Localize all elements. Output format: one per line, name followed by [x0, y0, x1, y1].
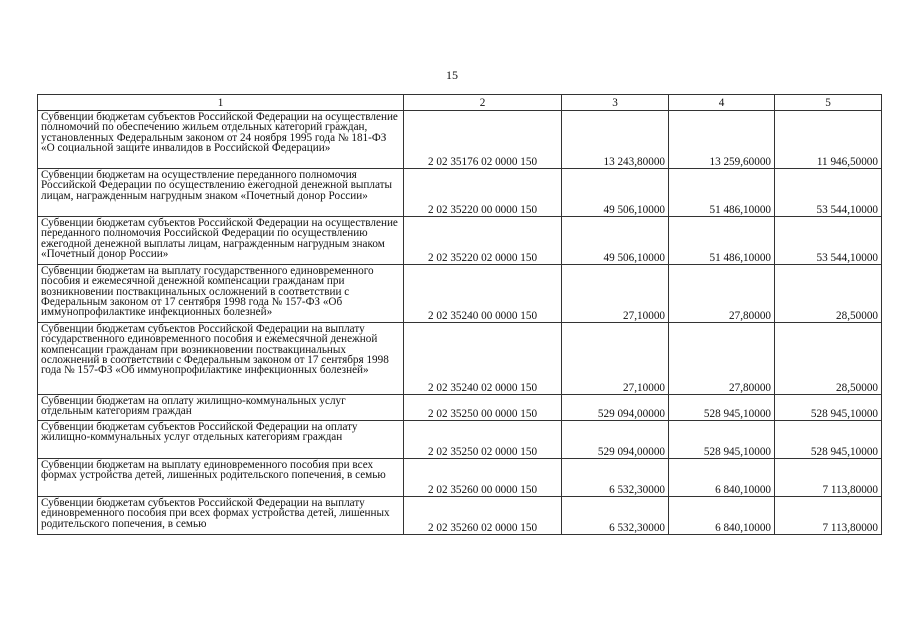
row-value-col5: 7 113,80000: [775, 459, 882, 497]
row-value-col4: 51 486,10000: [669, 169, 775, 217]
row-value-col5: 53 544,10000: [775, 169, 882, 217]
row-value-col5: 28,50000: [775, 323, 882, 395]
row-description: Субвенции бюджетам на осуществление переданного полномочия Российской Федерации по осуществлению ежегодной денежной выплаты лицам, награжденным нагрудным знаком «Почетный донор России»: [38, 169, 404, 217]
row-code: 2 02 35220 02 0000 150: [404, 217, 562, 265]
row-value-col5: 528 945,10000: [775, 421, 882, 459]
row-description: Субвенции бюджетам субъектов Российской Федерации на оплату жилищно-коммунальных услуг отдельных категориям граждан: [38, 421, 404, 459]
table-row: [38, 497, 882, 535]
row-value-col3: 529 094,00000: [562, 421, 669, 459]
row-value-col4: 13 259,60000: [669, 111, 775, 169]
row-value-col5: 11 946,50000: [775, 111, 882, 169]
row-value-col4: 51 486,10000: [669, 217, 775, 265]
row-description: Субвенции бюджетам субъектов Российской Федерации на выплату единовременного пособия при всех формах устройства детей, лишенных родительского попечения, в семью: [38, 497, 404, 535]
row-value-col3: 6 532,30000: [562, 497, 669, 535]
row-code: 2 02 35260 02 0000 150: [404, 497, 562, 535]
column-header-4: 4: [669, 95, 775, 111]
row-value-col5: 28,50000: [775, 265, 882, 323]
row-code: 2 02 35220 00 0000 150: [404, 169, 562, 217]
row-code: 2 02 35250 00 0000 150: [404, 395, 562, 421]
row-value-col4: 6 840,10000: [669, 459, 775, 497]
row-code: 2 02 35260 00 0000 150: [404, 459, 562, 497]
row-value-col5: 528 945,10000: [775, 395, 882, 421]
table-row: [38, 217, 882, 265]
row-value-col3: 49 506,10000: [562, 217, 669, 265]
row-value-col4: 6 840,10000: [669, 497, 775, 535]
row-value-col5: 7 113,80000: [775, 497, 882, 535]
row-value-col3: 27,10000: [562, 265, 669, 323]
column-header-2: 2: [404, 95, 562, 111]
page-number: 15: [446, 68, 458, 82]
column-header-1: 1: [38, 95, 404, 111]
row-value-col3: 49 506,10000: [562, 169, 669, 217]
table-row: [38, 111, 882, 169]
budget-table: [37, 94, 882, 535]
row-value-col3: 27,10000: [562, 323, 669, 395]
row-code: 2 02 35240 02 0000 150: [404, 323, 562, 395]
row-value-col4: 27,80000: [669, 265, 775, 323]
row-code: 2 02 35250 02 0000 150: [404, 421, 562, 459]
row-description: Субвенции бюджетам субъектов Российской Федерации на осуществление полномочий по обеспечению жильем отдельных категорий граждан, установленных Федеральным законом от 24 ноября 1995 года № 181-ФЗ «О социальной защите инвалидов в Российской Федерации»: [38, 111, 404, 169]
table-row: [38, 395, 882, 421]
row-value-col4: 27,80000: [669, 323, 775, 395]
row-value-col5: 53 544,10000: [775, 217, 882, 265]
row-description: Субвенции бюджетам на выплату единовременного пособия при всех формах устройства детей, лишенных родительского попечения, в семью: [38, 459, 404, 497]
row-code: 2 02 35240 00 0000 150: [404, 265, 562, 323]
table-row: [38, 459, 882, 497]
row-description: Субвенции бюджетам на оплату жилищно-коммунальных услуг отдельным категориям граждан: [38, 395, 404, 421]
row-value-col3: 13 243,80000: [562, 111, 669, 169]
table-row: [38, 169, 882, 217]
table-row: [38, 323, 882, 395]
table-row: [38, 265, 882, 323]
row-description: Субвенции бюджетам на выплату государственного единовременного пособия и ежемесячной денежной компенсации гражданам при возникновении поствакцинальных осложнений в соответствии с Федеральным законом от 17 сентября 1998 года № 157-ФЗ «Об иммунопрофилактике инфекционных болезней»: [38, 265, 404, 323]
header-row: [38, 95, 882, 111]
row-value-col4: 528 945,10000: [669, 421, 775, 459]
row-description: Субвенции бюджетам субъектов Российской Федерации на выплату государственного единовременного пособия и ежемесячной денежной компенсации гражданам при возникновении поствакцинальных осложнений в соответствии с Федеральным законом от 17 сентября 1998 года № 157-ФЗ «Об иммунопрофилактике инфекционных болезней»: [38, 323, 404, 395]
column-header-5: 5: [775, 95, 882, 111]
row-value-col4: 528 945,10000: [669, 395, 775, 421]
row-value-col3: 529 094,00000: [562, 395, 669, 421]
row-value-col3: 6 532,30000: [562, 459, 669, 497]
column-header-3: 3: [562, 95, 669, 111]
row-description: Субвенции бюджетам субъектов Российской Федерации на осуществление переданного полномочия Российской Федерации по осуществлению ежегодной денежной выплаты лицам, награжденным нагрудным знаком «Почетный донор России»: [38, 217, 404, 265]
table-row: [38, 421, 882, 459]
row-code: 2 02 35176 02 0000 150: [404, 111, 562, 169]
